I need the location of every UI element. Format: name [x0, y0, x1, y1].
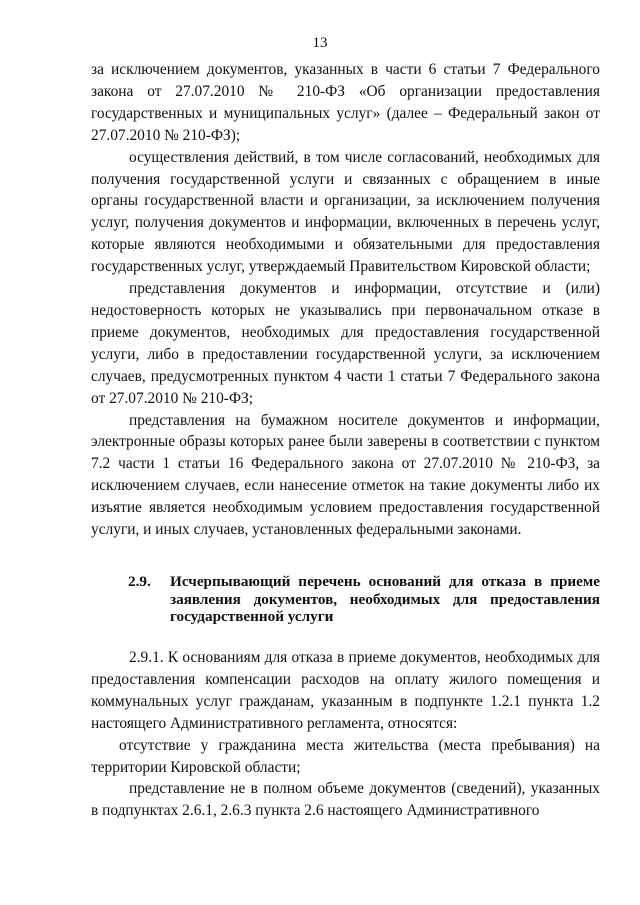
paragraph-2-9-1: 2.9.1. К основаниям для отказа в приеме документов, необходимых для предоставления компенсации расходов на оплату жилого помещения и коммунальных услуг гражданам, указанным в подпункте 1.2.1 пункта 1.2 настоящего Административного регламента, относятся: [91, 649, 600, 732]
section-number: 2.9. [128, 573, 151, 590]
section-title-line-1: Исчерпывающий перечень оснований для отказа в приеме [170, 573, 600, 590]
page-number: 13 [312, 35, 328, 51]
section-body [91, 647, 600, 822]
paragraph-documents: представления документов и информации, отсутствие и (или) недостоверность которых не указывались при первоначальном отказе в приеме документов, необходимых для предоставления государственной услуги, либо в предоставлении государственной услуги, за исключением случаев, предусмотренных пунктом 4 части 1 статьи 7 Федерального закона от 27.07.2010 № 210-ФЗ; [91, 280, 600, 407]
section-title-line-3: государственной услуги [170, 608, 334, 625]
paragraph-no-residence: отсутствие у гражданина места жительства (места пребывания) на территории Кировской области; [91, 736, 600, 776]
paragraph-incomplete-docs: представление не в полном объеме документов (сведений), указанных в подпунктах 2.6.1, 2.6.3 пункта 2.6 настоящего Административного [91, 780, 600, 820]
paragraph-actions: осуществления действий, в том числе согласований, необходимых для получения государственной услуги и связанных с обращением в иные органы государственной власти и организации, за исключением получения услуг, получения документов и информации, включенных в перечень услуг, которые являются необходимыми и обязательными для предоставления государственных услуг, утверждаемый Правительством Кировской области; [91, 148, 600, 276]
section-title-line-2: заявления документов, необходимых для предоставления [170, 590, 600, 608]
section-heading [128, 573, 600, 626]
body-text-block [91, 59, 600, 541]
paragraph-paper-carrier: представления на бумажном носителе документов и информации, электронные образы которых ранее были заверены в соответствии с пунктом 7.2 части 1 статьи 16 Федерального закона от 27.07.2010 № 210-ФЗ, за исключением случаев, если нанесение отметок на такие документы либо их изъятие является необходимым условием предоставления государственной услуги, и иных случаев, установленных федеральными законами. [91, 411, 600, 539]
paragraph-continuation: за исключением документов, указанных в части 6 статьи 7 Федерального закона от 27.07.2010 № 210-ФЗ «Об организации предоставления государственных и муниципальных услуг» (далее – Федеральный закон от 27.07.2010 № 210-ФЗ); [91, 61, 600, 144]
